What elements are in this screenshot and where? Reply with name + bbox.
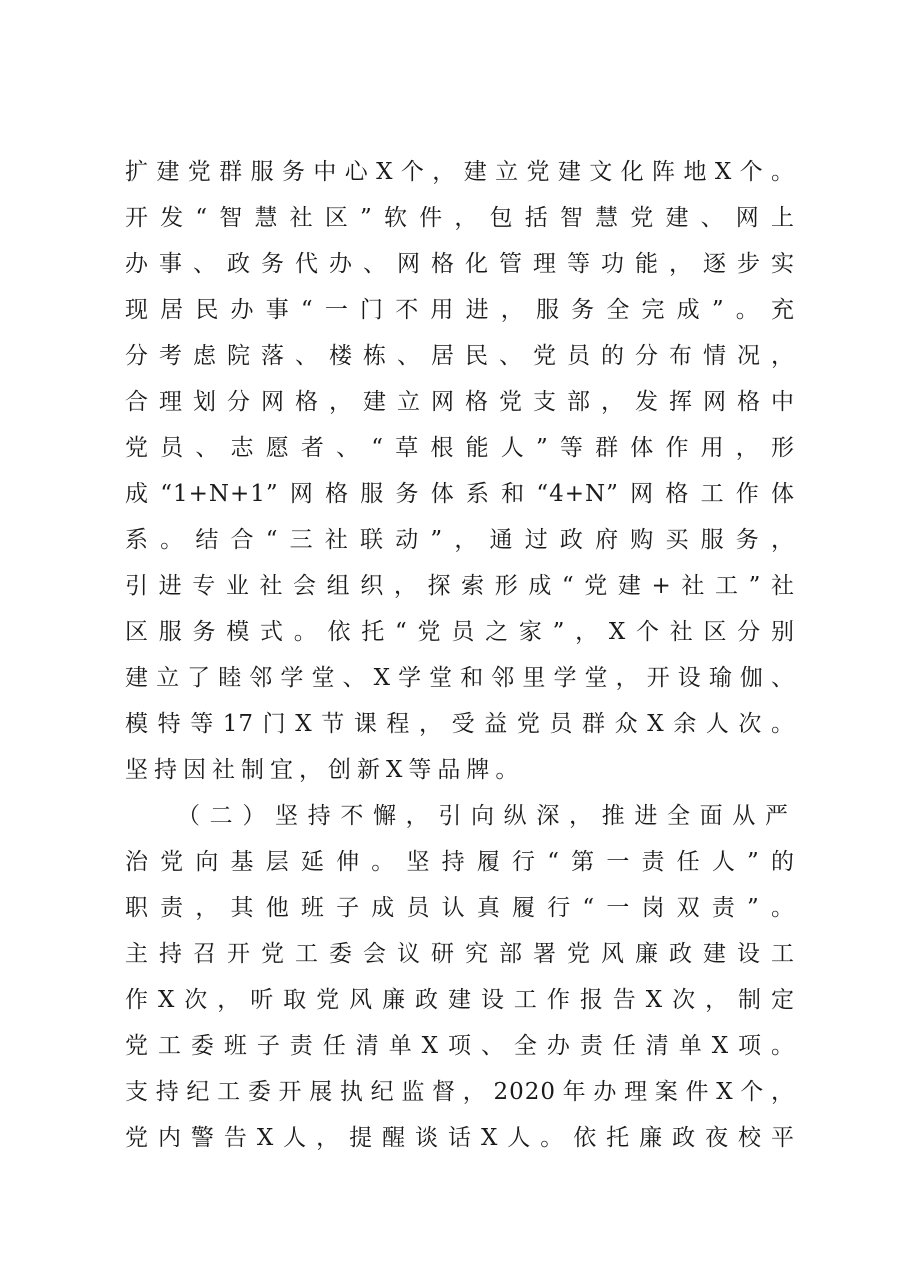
text-line: 治党向基层延伸。坚持履行“第一责任人”的 bbox=[125, 849, 795, 875]
text-line: 开发“智慧社区”软件，包括智慧党建、网上 bbox=[125, 205, 795, 231]
text-line: 分考虑院落、楼栋、居民、党员的分布情况， bbox=[125, 343, 795, 369]
text-line: 坚持因社制宜，创新X等品牌。 bbox=[125, 757, 525, 783]
text-line: 作X次，听取党风廉政建设工作报告X次，制定 bbox=[125, 987, 795, 1013]
text-line: 办事、政务代办、网格化管理等功能，逐步实 bbox=[125, 251, 795, 277]
text-line: 区服务模式。依托“党员之家”，X个社区分别 bbox=[125, 619, 795, 645]
text-line: 支持纪工委开展执纪监督，2020年办理案件X个， bbox=[125, 1079, 795, 1105]
text-line: 党工委班子责任清单X项、全办责任清单X项。 bbox=[125, 1033, 795, 1059]
text-line: 合理划分网格，建立网格党支部，发挥网格中 bbox=[125, 389, 795, 415]
text-line: 主持召开党工委会议研究部署党风廉政建设工 bbox=[125, 941, 795, 967]
text-line: 引进专业社会组织，探索形成“党建+社工”社 bbox=[125, 573, 795, 599]
text-line: 党内警告X人，提醒谈话X人。依托廉政夜校平 bbox=[125, 1125, 795, 1151]
text-line: 系。结合“三社联动”，通过政府购买服务， bbox=[125, 527, 795, 553]
text-line: 成“1+N+1”网格服务体系和“4+N”网格工作体 bbox=[125, 481, 795, 507]
text-line: 扩建党群服务中心X个，建立党建文化阵地X个。 bbox=[125, 159, 795, 185]
text-line: 职责，其他班子成员认真履行“一岗双责”。 bbox=[125, 895, 795, 921]
text-line: 模特等17门X节课程，受益党员群众X余人次。 bbox=[125, 711, 795, 737]
text-line: 现居民办事“一门不用进，服务全完成”。充 bbox=[125, 297, 795, 323]
text-line: 党员、志愿者、“草根能人”等群体作用，形 bbox=[125, 435, 795, 461]
text-line: 建立了睦邻学堂、X学堂和邻里学堂，开设瑜伽、 bbox=[125, 665, 795, 691]
section-heading-line: （二）坚持不懈，引向纵深，推进全面从严 bbox=[177, 803, 789, 829]
